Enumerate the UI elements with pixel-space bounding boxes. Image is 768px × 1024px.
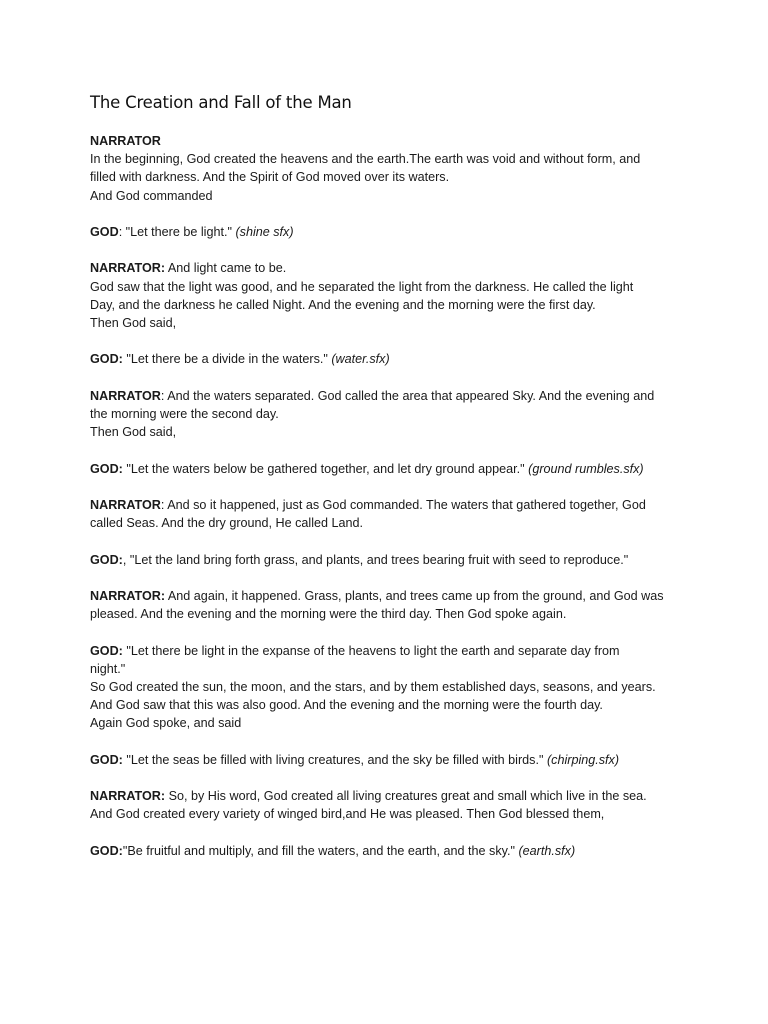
script-block: [90, 460, 686, 478]
script-text: "Let there be a divide in the waters.": [122, 352, 332, 367]
speaker-label: GOD:: [90, 843, 123, 858]
script-text: , "Let the land bring forth grass, and plants, and trees bearing fruit with seed to reproduce.": [122, 552, 629, 567]
script-text: Again God spoke, and said: [90, 716, 242, 731]
script-line: [90, 642, 686, 660]
script-text: : And so it happened, just as God commanded. The waters that gathered together, God: [160, 497, 646, 512]
script-line: [90, 696, 686, 714]
script-text: Then God said,: [90, 316, 177, 330]
script-text: the morning were the second day.: [90, 406, 279, 421]
speaker-label: GOD:: [90, 643, 123, 658]
script-block: [90, 551, 686, 569]
script-text: "Let the waters below be gathered together, and let dry ground appear.": [122, 461, 529, 476]
sound-effect-cue: (shine sfx): [235, 225, 294, 239]
script-block: [90, 587, 686, 623]
script-block: [90, 642, 686, 733]
script-line: [90, 787, 686, 805]
script-line: [90, 187, 686, 205]
script-line: [90, 460, 686, 478]
document-title: The Creation and Fall of the Man: [90, 93, 352, 112]
speaker-label: NARRATOR:: [90, 261, 166, 276]
script-text: And God created every variety of winged bird,and He was pleased. Then God blessed them,: [90, 807, 605, 822]
sound-effect-cue: (water.sfx): [331, 352, 390, 367]
script-line: [90, 168, 686, 186]
speaker-label: GOD:: [90, 552, 123, 567]
script-text: : "Let there be light.": [118, 225, 236, 239]
script-block: [90, 787, 686, 823]
script-line: [90, 350, 686, 368]
script-line: [90, 296, 686, 314]
script-text: pleased. And the evening and the morning were the third day. Then God spoke again.: [90, 607, 567, 622]
speaker-label: GOD: [90, 225, 119, 239]
speaker-label: NARRATOR:: [90, 789, 166, 804]
script-block: [90, 132, 686, 205]
script-line: [90, 423, 686, 441]
script-block: [90, 387, 686, 442]
script-block: [90, 751, 686, 769]
script-line: [90, 842, 686, 860]
script-line: [90, 259, 686, 277]
script-text: And again, it happened. Grass, plants, and trees came up from the ground, and God was: [165, 588, 664, 603]
script-text: : And the waters separated. God called the area that appeared Sky. And the evening and: [160, 388, 655, 403]
speaker-label: GOD:: [90, 352, 123, 367]
script-line: [90, 660, 686, 678]
document-page: [90, 92, 686, 878]
sound-effect-cue: (earth.sfx): [518, 843, 576, 858]
script-line: [90, 132, 686, 150]
script-text: In the beginning, God created the heavens and the earth.The earth was void and without form, and: [90, 152, 641, 167]
script-text: So God created the sun, the moon, and the stars, and by them established days, seasons, and years.: [90, 679, 656, 694]
script-line: [90, 278, 686, 296]
speaker-label: NARRATOR: [90, 497, 161, 512]
script-text: Day, and the darkness he called Night. And the evening and the morning were the first day.: [90, 297, 596, 312]
script-text: "Let the seas be filled with living creatures, and the sky be filled with birds.": [122, 752, 547, 767]
script-line: [90, 678, 686, 696]
script-text: called Seas. And the dry ground, He called Land.: [90, 516, 364, 531]
script-text: And God commanded: [90, 188, 213, 203]
speaker-label: GOD:: [90, 752, 123, 767]
script-text: So, by His word, God created all living creatures great and small which live in the sea.: [165, 789, 647, 804]
script-text: night.": [90, 661, 126, 676]
script-line: [90, 405, 686, 423]
script-line: [90, 714, 686, 732]
script-line: [90, 514, 686, 532]
script-text: And God saw that this was also good. And the evening and the morning were the fourth day.: [90, 698, 603, 713]
script-text: Then God said,: [90, 425, 177, 440]
script-text: "Be fruitful and multiply, and fill the waters, and the earth, and the sky.": [122, 843, 519, 858]
script-body: [90, 132, 686, 860]
script-block: [90, 350, 686, 368]
script-block: [90, 842, 686, 860]
script-text: God saw that the light was good, and he separated the light from the darkness. He called the light: [90, 279, 634, 294]
script-line: [90, 314, 686, 332]
script-line: [90, 605, 686, 623]
script-text: "Let there be light in the expanse of the heavens to light the earth and separate day from: [122, 643, 620, 658]
script-line: [90, 387, 686, 405]
script-line: [90, 223, 686, 241]
speaker-label: NARRATOR: [90, 388, 161, 403]
speaker-label: NARRATOR: [90, 134, 161, 148]
script-line: [90, 751, 686, 769]
script-block: [90, 496, 686, 532]
script-text: And light came to be.: [165, 261, 287, 276]
script-block: [90, 223, 686, 241]
speaker-label: GOD:: [90, 461, 123, 476]
script-line: [90, 805, 686, 823]
script-line: [90, 587, 686, 605]
script-line: [90, 150, 686, 168]
script-line: [90, 551, 686, 569]
sound-effect-cue: (chirping.sfx): [546, 752, 620, 767]
script-block: [90, 259, 686, 332]
script-line: [90, 496, 686, 514]
sound-effect-cue: (ground rumbles.sfx): [528, 461, 644, 476]
script-text: filled with darkness. And the Spirit of God moved over its waters.: [90, 170, 450, 185]
speaker-label: NARRATOR:: [90, 588, 166, 603]
